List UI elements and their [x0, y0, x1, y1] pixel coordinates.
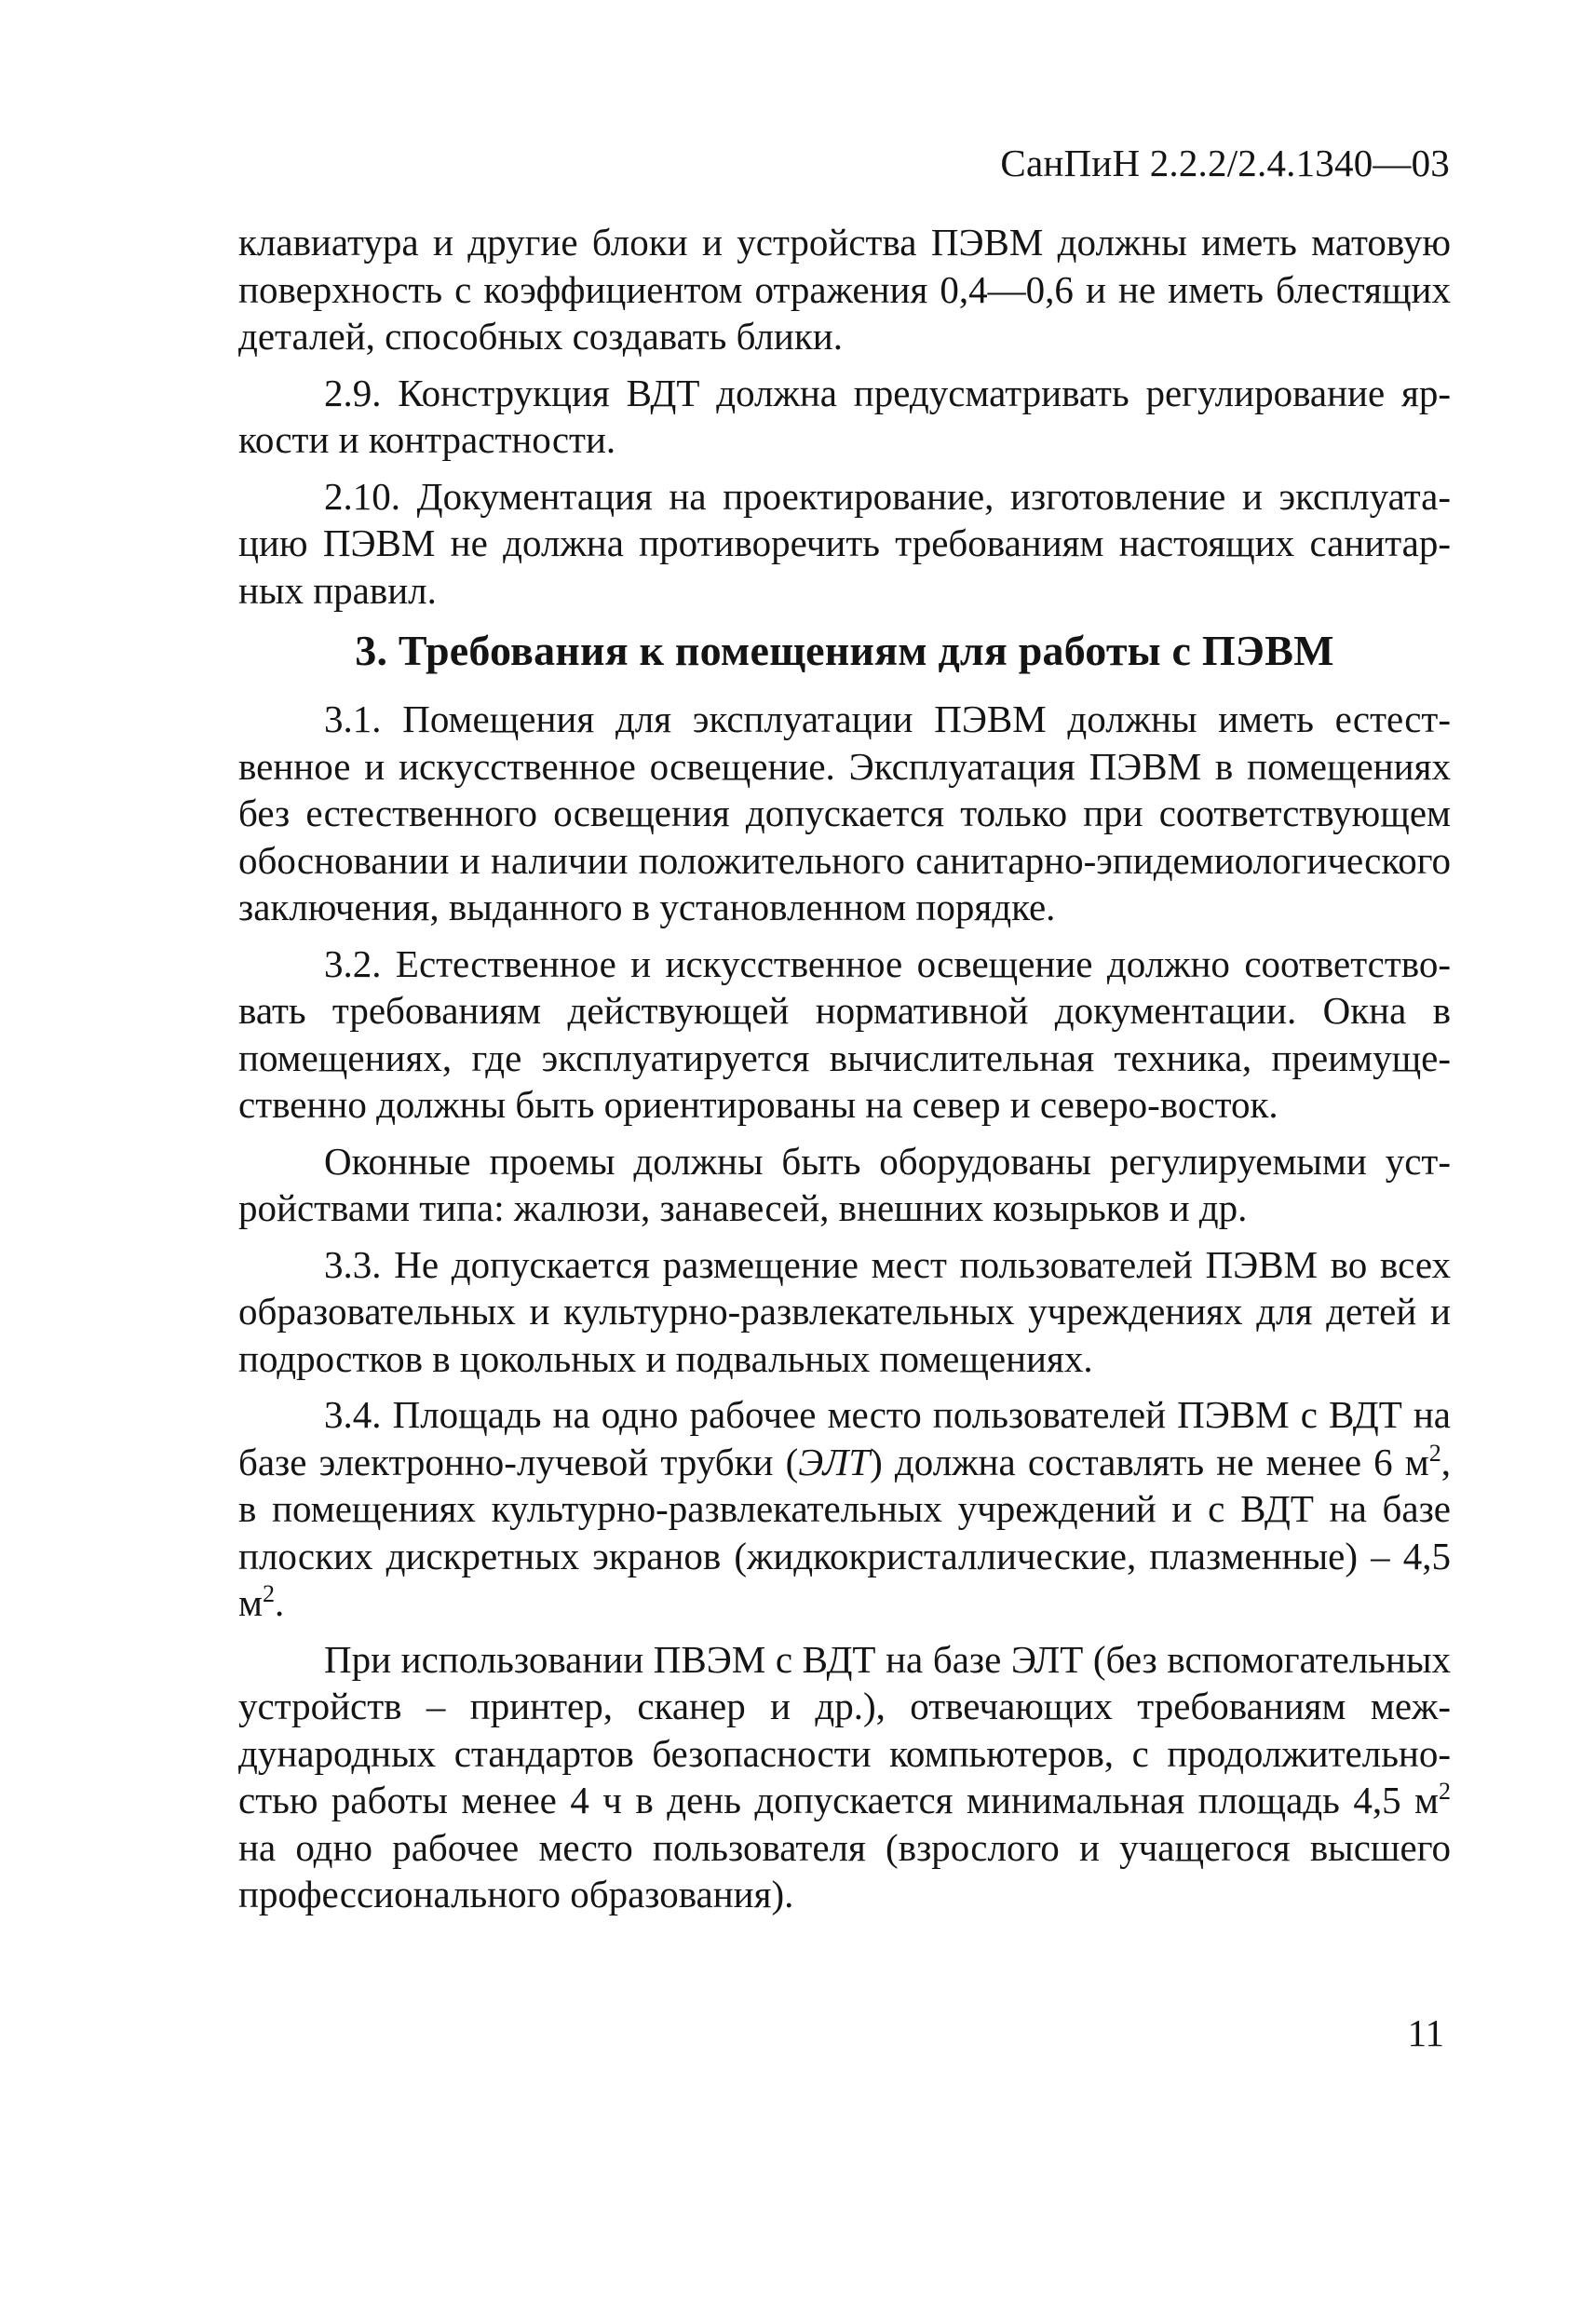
page-number: 11 [1407, 2011, 1444, 2054]
running-header: СанПиН 2.2.2/2.4.1340—03 [1000, 142, 1450, 184]
abbr-elt: ЭЛТ [798, 1440, 871, 1483]
paragraph-pvem [238, 1636, 1451, 1918]
superscript-square: 2 [1428, 1439, 1441, 1467]
paragraph-3-1: 3.1. Помещения для эксплуатации ПЭВМ должны иметь естественное и искусственное освещение. Эксплуатация ПЭВМ в помещениях без естественного освещения допускается только при соответствующем обосновании и наличии положительного санитарно-эпидемиологического заключения, выданного в установленном порядке. [238, 697, 1451, 928]
paragraph-3-4 [238, 1391, 1451, 1627]
paragraph-pvem-text: При использовании ПВЭМ с ВДТ на базе ЭЛТ (без вспомогательных устройств – принтер, сканер и др.), отвечающих требованиям международных стандартов безопасности компьютеров, с продолжительностью работы менее 4 ч в день допускается минимальная площадь 4,5 м [238, 1637, 1451, 1821]
section-title: 3. Требования к помещениям для работы с ПЭВМ [355, 627, 1334, 674]
paragraph-3-2: 3.2. Естественное и искусственное освещение должно соответствовать требованиям действующей нормативной документации. Окна в помещениях, где эксплуатируется вычислительная техника, преимущественно должны быть ориентированы на север и северо-восток. [238, 941, 1451, 1126]
paragraph-3-4-part3: , в помещениях культурно-развлекательных учреждений и с ВДТ на базе плоских дискретных экранов (жидкокристаллические, плазменные) – 4,5 м [238, 1440, 1451, 1624]
superscript-square: 2 [1439, 1778, 1451, 1805]
paragraph-3-4-part2: ) должна составлять не менее 6 м [870, 1440, 1429, 1483]
paragraph-3-4-part4: . [274, 1581, 285, 1624]
paragraph-3-3: 3.3. Не допускается размещение мест пользователей ПЭВМ во всех образовательных и культурно-развлекательных учреждениях для детей и подростков в цокольных и подвальных помещениях. [238, 1242, 1451, 1380]
page-content [238, 219, 1451, 1928]
paragraph-pvem-tail: на одно рабочее место пользователя (взрослого и учащегося высшего профессионального образования). [238, 1825, 1451, 1916]
paragraph-2-10: 2.10. Документация на проектирование, изготовление и эксплуатацию ПЭВМ не должна противоречить требованиям настоящих санитарных правил. [238, 474, 1451, 612]
superscript-square: 2 [262, 1580, 275, 1607]
paragraph-3-4-part1: 3.4. Площадь на одно рабочее место пользователей ПЭВМ с ВДТ на базе электронно-лучевой трубки ( [238, 1393, 1451, 1483]
paragraph-windows: Оконные проемы должны быть оборудованы регулируемыми устройствами типа: жалюзи, занавесей, внешних козырьков и др. [238, 1139, 1451, 1229]
paragraph-2-9: 2.9. Конструкция ВДТ должна предусматривать регулирование яркости и контрастности. [238, 371, 1451, 461]
paragraph-continued: клавиатура и другие блоки и устройства ПЭВМ должны иметь матовую поверхность с коэффициентом отражения 0,4—0,6 и не иметь блестящих деталей, способных создавать блики. [238, 221, 1451, 358]
